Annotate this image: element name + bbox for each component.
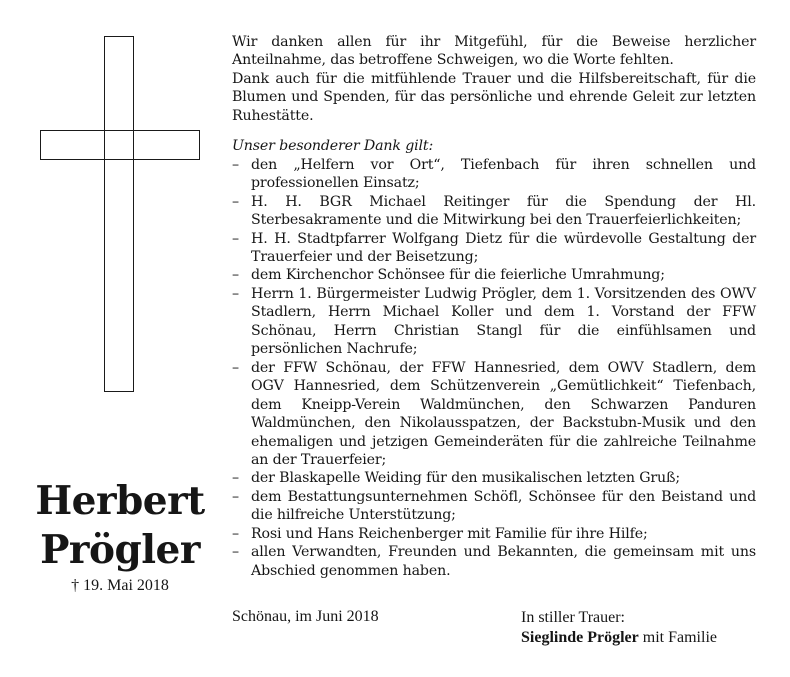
signer-name: Sieglinde Prögler: [521, 629, 639, 646]
deceased-first-name: Herbert: [35, 478, 205, 524]
signer-suffix: mit Familie: [638, 629, 717, 646]
thanks-item: – allen Verwandten, Freunden und Bekannten, die gemeinsam mit uns Abschied genommen haben.: [232, 543, 756, 580]
thanks-item: – Rosi und Hans Reichenberger mit Familie für ihre Hilfe;: [232, 525, 756, 543]
thanks-item: – dem Kirchenchor Schönsee für die feierliche Umrahmung;: [232, 266, 756, 284]
place-date: Schönau, im Juni 2018: [232, 608, 379, 625]
thanks-item: – H. H. Stadtpfarrer Wolfgang Dietz für die würdevolle Gestaltung der Trauerfeier und der Beisetzung;: [232, 230, 756, 267]
deceased-last-name: Prögler: [40, 527, 200, 573]
intro-paragraph-2: Dank auch für die mitfühlende Trauer und die Hilfsbereitschaft, für die Blumen und Spenden, für das persönliche und ehrende Geleit zur letzten Ruhestätte.: [232, 70, 756, 124]
thanks-item: – den „Helfern vor Ort“, Tiefenbach für ihren schnellen und professionellen Einsatz;: [232, 156, 756, 193]
intro-paragraph: Wir danken allen für ihr Mitgefühl, für die Beweise herzlicher Anteilnahme, das betroffene Schweigen, wo die Worte fehlten.: [232, 34, 756, 69]
thanks-title: Unser besonderer Dank gilt:: [232, 138, 434, 155]
thanks-item: – der Blaskapelle Weiding für den musikalischen letzten Gruß;: [232, 469, 756, 487]
death-date: † 19. Mai 2018: [71, 577, 169, 594]
thanks-item: – H. H. BGR Michael Reitinger für die Spendung der Hl. Sterbesakramente und die Mitwirkung bei den Trauerfeierlichkeiten;: [232, 193, 756, 230]
mourning-line: In stiller Trauer:: [521, 609, 625, 626]
thanks-item: – Herrn 1. Bürgermeister Ludwig Prögler, dem 1. Vorsitzenden des OWV Stadlern, Herrn Michael Koller und dem 1. Vorstand der FFW Schönau, Herrn Christian Stangl für die einfühlsamen und persönlichen Nachrufe;: [232, 285, 756, 359]
thanks-list: [232, 156, 756, 580]
thanks-item: – der FFW Schönau, der FFW Hannesried, dem OWV Stadlern, dem OGV Hannesried, dem Schützenverein „Gemütlichkeit“ Tiefenbach, dem Kneipp-Verein Waldmünchen, den Schwarzen Panduren Waldmünchen, den Nikolausspatzen, der Backstubn-Musik und den ehemaligen und jetzigen Gemeinderäten für die zahlreiche Teilnahme an der Trauerfeier;: [232, 359, 756, 470]
signer-line: [521, 628, 717, 648]
thanks-item: – dem Bestattungsunternehmen Schöfl, Schönsee für den Beistand und die hilfreiche Unterstützung;: [232, 488, 756, 525]
thanks-text: [232, 33, 756, 580]
cross-icon: [40, 36, 200, 392]
signature-block: [521, 608, 717, 648]
